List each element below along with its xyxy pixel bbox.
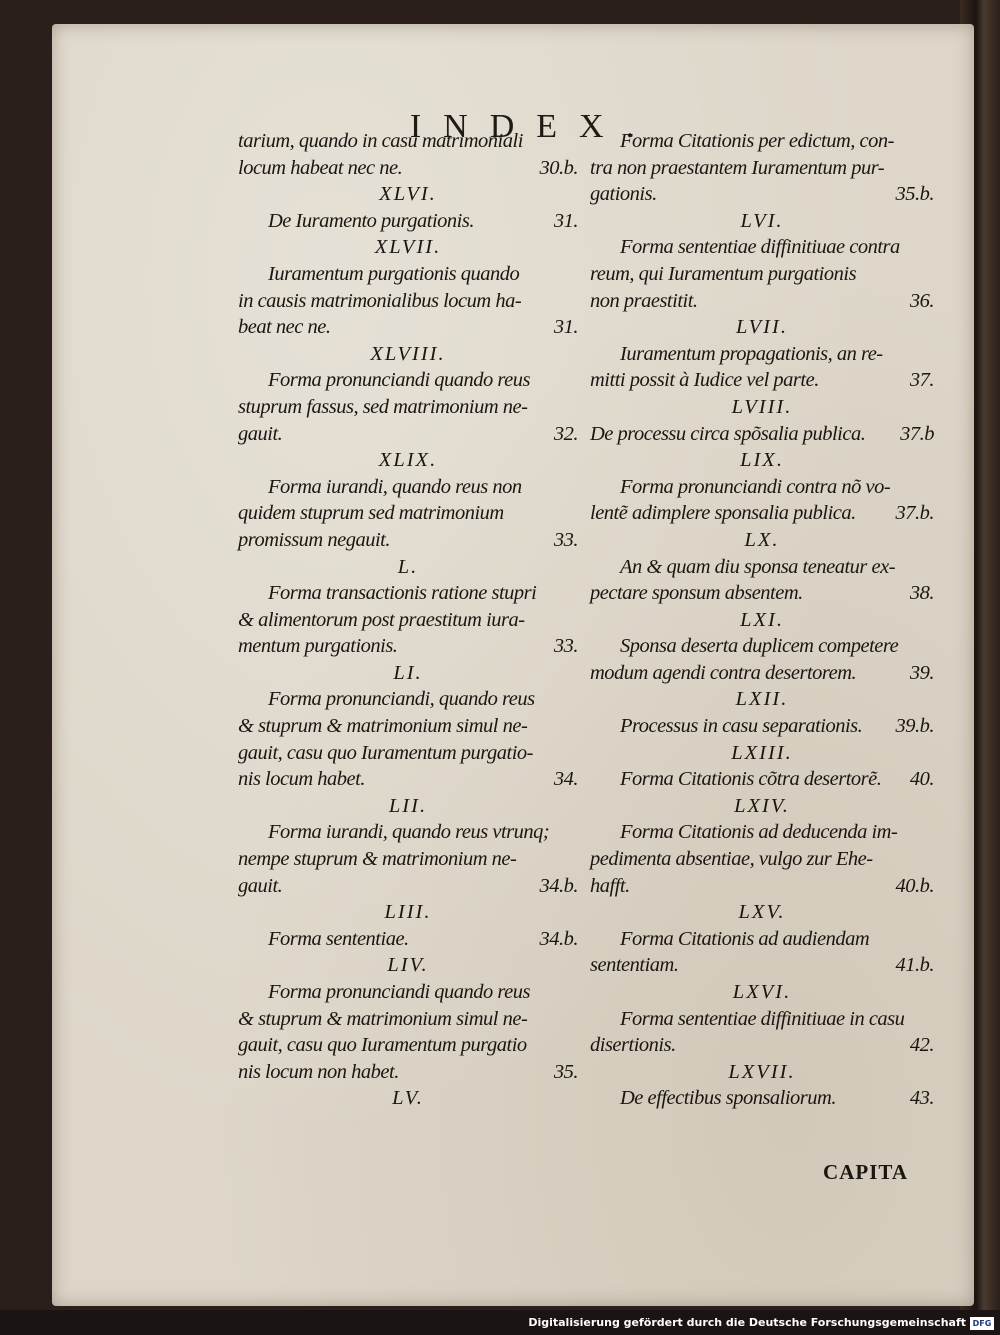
entry-text: locum habeat nec ne. xyxy=(238,156,403,179)
index-entry-line: Forma pronunciandi quando reus xyxy=(268,981,530,1003)
index-entry-line xyxy=(590,421,934,448)
folio-number: 40. xyxy=(909,768,934,791)
index-entry-line: & alimentorum post praestitum iura- xyxy=(238,608,525,631)
index-entry-line: reum, qui Iuramentum purgationis xyxy=(590,262,857,285)
index-entry-line xyxy=(238,208,578,235)
index-entry-line xyxy=(590,873,934,900)
index-entry-line xyxy=(590,713,934,740)
index-entry-line: & stuprum & matrimonium simul ne- xyxy=(238,1007,528,1030)
entry-text: De Iuramento purgationis. xyxy=(268,209,474,232)
index-entry-line xyxy=(590,1085,934,1112)
index-entry-line: gauit, casu quo Iuramentum purgatio xyxy=(238,1034,527,1057)
right-column xyxy=(590,128,934,1112)
index-entry-line xyxy=(590,1032,934,1059)
folio-number: 36. xyxy=(909,289,934,312)
index-entry-line xyxy=(238,926,578,953)
chapter-numeral: LXVI. xyxy=(732,981,792,1003)
folio-number: 35.b. xyxy=(895,183,934,206)
index-entry-line xyxy=(590,660,934,687)
folio-number: 32. xyxy=(553,422,578,445)
entry-text: mentum purgationis. xyxy=(238,635,398,658)
index-entry-line: Forma pronunciandi, quando reus xyxy=(268,688,535,711)
chapter-numeral: XLVIII. xyxy=(370,342,446,365)
footer-bar xyxy=(0,1310,1000,1335)
index-entry-line: Forma transactionis ratione stupri xyxy=(268,582,537,605)
entry-text: sententiam. xyxy=(590,954,679,977)
index-entry-line: Forma Citationis per edictum, con- xyxy=(620,130,894,152)
folio-number: 39.b. xyxy=(895,715,934,738)
index-entry-line xyxy=(590,580,934,607)
chapter-numeral: LXVII. xyxy=(728,1060,796,1083)
chapter-numeral: LV. xyxy=(392,1087,424,1110)
folio-number: 34. xyxy=(553,768,578,791)
dfg-logo-icon: DFG xyxy=(970,1317,994,1330)
folio-number: 43. xyxy=(909,1087,934,1110)
chapter-numeral: LVIII. xyxy=(731,395,793,418)
index-entry-line xyxy=(238,314,578,341)
index-entry-line: Forma pronunciandi contra nõ vo- xyxy=(620,475,891,498)
chapter-numeral: LXIV. xyxy=(734,794,790,817)
index-entry-line: in causis matrimonialibus locum ha- xyxy=(238,289,522,312)
index-entry-line: Forma sententiae diffinitiuae contra xyxy=(620,236,900,259)
chapter-numeral: LXIII. xyxy=(731,741,793,764)
folio-number: 37.b xyxy=(900,422,934,445)
chapter-numeral: XLVII. xyxy=(374,236,442,259)
index-entry-line: Forma Citationis ad audiendam xyxy=(620,927,870,950)
index-entry-line: & stuprum & matrimonium simul ne- xyxy=(238,715,528,738)
folio-number: 34.b. xyxy=(539,874,578,897)
index-entry-line xyxy=(238,633,578,660)
entry-text: Processus in casu separationis. xyxy=(620,715,863,738)
entry-text: non praestitit. xyxy=(590,289,698,312)
entry-text: Forma sententiae. xyxy=(268,927,409,950)
chapter-numeral: LII. xyxy=(388,794,428,817)
index-entry-line: Sponsa deserta duplicem competere xyxy=(620,635,899,658)
chapter-numeral: LX. xyxy=(744,528,780,551)
folio-number: 38. xyxy=(909,582,934,605)
index-entry-line: Forma iurandi, quando reus vtrunq; xyxy=(268,821,550,844)
entry-text: gationis. xyxy=(590,183,657,206)
chapter-numeral: LIII. xyxy=(384,901,432,924)
index-entry-line xyxy=(238,421,578,448)
folio-number: 40.b. xyxy=(895,874,934,897)
index-entry-line: quidem stuprum sed matrimonium xyxy=(238,502,504,525)
chapter-numeral: XLVI. xyxy=(379,183,437,206)
chapter-numeral: LIX. xyxy=(740,449,784,472)
index-entry-line xyxy=(590,766,934,793)
index-entry-line: Forma sententiae diffinitiuae in casu xyxy=(620,1007,905,1030)
folio-number: 33. xyxy=(553,528,578,551)
left-column xyxy=(238,128,578,1112)
entry-text: gauit. xyxy=(238,874,283,897)
chapter-numeral: LVII. xyxy=(736,316,788,339)
index-entry-line: Forma iurandi, quando reus non xyxy=(268,475,522,498)
folio-number: 31. xyxy=(553,316,578,339)
index-entry-line: nempe stuprum & matrimonium ne- xyxy=(238,848,517,871)
folio-number: 30.b. xyxy=(539,156,578,179)
folio-number: 35. xyxy=(553,1060,578,1083)
index-entry-line: Forma pronunciandi quando reus xyxy=(268,369,530,392)
entry-text: modum agendi contra desertorem. xyxy=(590,661,857,684)
index-entry-line xyxy=(590,181,934,208)
index-entry-line: stuprum fassus, sed matrimonium ne- xyxy=(238,395,528,418)
index-entry-line xyxy=(238,1059,578,1086)
chapter-numeral: LVI. xyxy=(740,209,784,232)
index-entry-line xyxy=(238,527,578,554)
entry-text: gauit. xyxy=(238,422,283,445)
folio-number: 39. xyxy=(909,661,934,684)
entry-text: promissum negauit. xyxy=(238,528,390,551)
chapter-numeral: LXI. xyxy=(740,608,784,631)
entry-text: disertionis. xyxy=(590,1034,676,1057)
entry-text: nis locum habet. xyxy=(238,768,365,791)
chapter-numeral: LIV. xyxy=(387,954,429,977)
chapter-numeral: LI. xyxy=(393,661,423,684)
folio-number: 37.b. xyxy=(895,502,934,525)
chapter-numeral: XLIX. xyxy=(378,449,438,472)
entry-text: Forma Citationis cõtra desertorẽ. xyxy=(620,768,882,791)
index-entry-line xyxy=(590,288,934,315)
folio-number: 41.b. xyxy=(895,954,934,977)
folio-number: 33. xyxy=(553,635,578,658)
folio-number: 34.b. xyxy=(539,927,578,950)
chapter-numeral: LXII. xyxy=(735,688,789,711)
entry-text: De processu circa spõsalia publica. xyxy=(590,422,866,445)
folio-number: 37. xyxy=(909,369,934,392)
index-entry-line xyxy=(590,500,934,527)
index-entry-line: gauit, casu quo Iuramentum purgatio- xyxy=(238,741,533,764)
index-entry-line xyxy=(238,155,578,182)
entry-text: hafft. xyxy=(590,874,630,897)
index-entry-line: Forma Citationis ad deducenda im- xyxy=(620,821,898,844)
entry-text: lentẽ adimplere sponsalia publica. xyxy=(590,502,856,525)
chapter-numeral: L. xyxy=(397,555,419,578)
index-entry-line: tarium, quando in casu matrimoniali xyxy=(238,130,523,152)
entry-text: nis locum non habet. xyxy=(238,1060,399,1083)
index-entry-line: tra non praestantem Iuramentum pur- xyxy=(590,156,885,179)
index-entry-line xyxy=(590,952,934,979)
index-entry-line xyxy=(590,367,934,394)
folio-number: 31. xyxy=(553,209,578,232)
entry-text: beat nec ne. xyxy=(238,316,331,339)
chapter-numeral: LXV. xyxy=(738,901,786,924)
funding-credit: Digitalisierung gefördert durch die Deutsche Forschungsgemeinschaft xyxy=(528,1316,966,1329)
catchword: CAPITA xyxy=(823,1160,908,1184)
entry-text: De effectibus sponsaliorum. xyxy=(620,1087,836,1110)
index-entry-line xyxy=(238,766,578,793)
entry-text: pectare sponsum absentem. xyxy=(590,582,803,605)
index-entry-line: An & quam diu sponsa teneatur ex- xyxy=(620,555,896,578)
entry-text: mitti possit à Iudice vel parte. xyxy=(590,369,819,392)
index-entry-line: Iuramentum propagationis, an re- xyxy=(620,342,883,365)
index-entry-line: pedimenta absentiae, vulgo zur Ehe- xyxy=(590,848,873,871)
folio-number: 42. xyxy=(909,1034,934,1057)
index-entry-line xyxy=(238,873,578,900)
index-entry-line: Iuramentum purgationis quando xyxy=(268,262,520,285)
page-header: INDEX. xyxy=(409,108,657,145)
